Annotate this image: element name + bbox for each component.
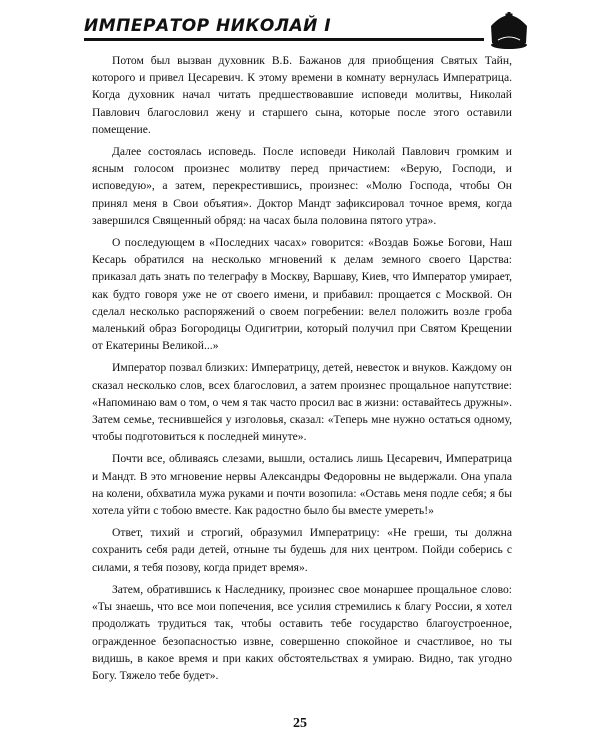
running-header (84, 12, 540, 52)
page-number: 25 (293, 716, 307, 731)
paragraph: Император позвал близких: Императрицу, детей, невесток и внуков. Каждому он сказал несколько слов, всех благословил, а затем произнес прощальное напутствие: «Напоминаю вам о том, о чем я так часто просил вас в жизни: оставайтесь дружны». Затем семье, теснившейся у изголовья, сказал: «Теперь мне нужно остаться одному, чтобы подготовиться к последней минуте». (92, 361, 512, 444)
body-text (92, 52, 512, 689)
header-rule (84, 38, 484, 41)
paragraph: Потом был вызван духовник В.Б. Бажанов для приобщения Святых Тайн, которого и привел Цесаревич. К этому времени в комнату вернулась Императрица. Когда духовник начал читать предшествовавшие исповеди молитвы, Николай Павлович благословил жену и старшего сына, которые после этого оставили помещение. (92, 54, 512, 136)
paragraph: Ответ, тихий и строгий, образумил Императрицу: «Не греши, ты должна сохранить себя ради детей, отныне ты будешь для них центром. Пойди соберись с силами, я тебя позову, когда придет время». (92, 526, 512, 574)
paragraph: Почти все, обливаясь слезами, вышли, остались лишь Цесаревич, Императрица и Мандт. В это мгновение нервы Александры Федоровны не выдержали. Она упала на колени, обхватила мужа руками и почти возопила: «Оставь меня подле себя; я бы хотела уйти с тобою вместе. Как радостно было бы вместе умереть!» (92, 452, 512, 518)
paragraph: Затем, обратившись к Наследнику, произнес свое монаршее прощальное слово: «Ты знаешь, что все мои попечения, все усилия стремились к благу России, я хотел продолжать трудиться так, чтобы оставить тебе государство благоустроенное, огражденное безопасностью извне, совершенно спокойное и счастливое, но ты видишь, в какое время и при каких обстоятельствах я умираю. Видно, так угодно Богу. Тяжело тебе будет». (92, 582, 512, 682)
crown-icon (486, 12, 532, 50)
paragraph: О последующем в «Последних часах» говорится: «Воздав Божье Богови, Наш Кесарь обратился на несколько мгновений к делам земного своего Царства: приказал дать знать по телеграфу в Москву, Варшаву, Киев, что Император умирает, как будто говоря уже не от своего имени, и прибавил: прощается с Москвой. Он сделал несколько распоряжений о своем погребении: велел положить возле гроба маленький образ Богородицы Одигитрии, который получил при Святом Крещении от Екатерины Великой...» (92, 236, 512, 353)
paragraph: Далее состоялась исповедь. После исповеди Николай Павлович громким и ясным голосом произнес молитву перед причастием: «Верую, Господи, и исповедую», а затем, перекрестившись, произнес: «Молю Господа, чтобы Он принял меня в Свои объятия». Доктор Мандт зафиксировал точное время, когда завершился Священный обряд: на часах была половина пятого утра». (92, 145, 512, 227)
header-title: ИМПЕРАТОР НИКОЛАЙ I (84, 16, 332, 36)
